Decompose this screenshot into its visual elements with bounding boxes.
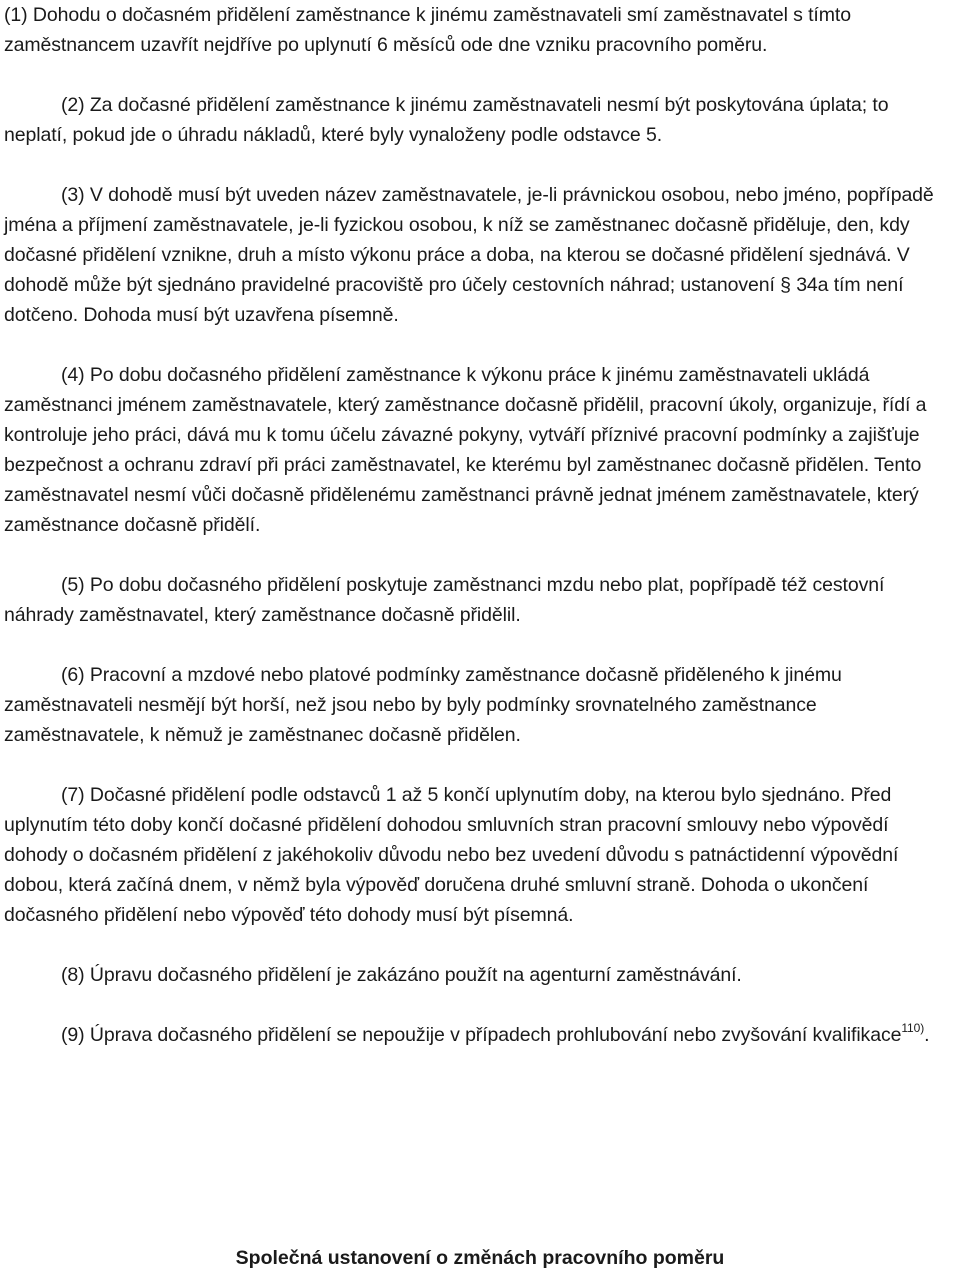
paragraph-2: (2) Za dočasné přidělení zaměstnance k jinému zaměstnavateli nesmí být poskytována úplata; to neplatí, pokud jde o úhradu nákladů, které byly vynaloženy podle odstavce 5.	[4, 94, 889, 146]
section-heading: Společná ustanovení o změnách pracovního poměru	[235, 1247, 725, 1269]
paragraph-1: (1) Dohodu o dočasném přidělení zaměstnance k jinému zaměstnavateli smí zaměstnavatel s tímto zaměstnancem uzavřít nejdříve po uplynutí 6 měsíců ode dne vzniku pracovního poměru.	[4, 4, 851, 56]
paragraph-8: (8) Úpravu dočasného přidělení je zakázáno použít na agenturní zaměstnávání.	[61, 964, 742, 986]
paragraph-3: (3) V dohodě musí být uveden název zaměstnavatele, je-li právnickou osobou, nebo jméno, popřípadě jména a příjmení zaměstnavatele, je-li fyzickou osobou, k níž se zaměstnanec dočasně přiděluje, den, kdy dočasné přidělení vznikne, druh a místo výkonu práce a doba, na kterou se dočasné přidělení sjednává. V dohodě může být sjednáno pravidelné pracoviště pro účely cestovních náhrad; ustanovení § 34a tím není dotčeno. Dohoda musí být uzavřena písemně.	[4, 184, 934, 326]
paragraph-gap	[4, 750, 956, 780]
paragraph-gap	[4, 630, 956, 660]
paragraph-4: (4) Po dobu dočasného přidělení zaměstnance k výkonu práce k jinému zaměstnavateli ukládá zaměstnanci jménem zaměstnavatele, který zaměstnance dočasně přidělil, pracovní úkoly, organizuje, řídí a kontroluje jeho práci, dává mu k tomu účelu závazné pokyny, vytváří příznivé pracovní podmínky a zajišťuje bezpečnost a ochranu zdraví při práci zaměstnavatel, ke kterému byl zaměstnanec dočasně přidělen. Tento zaměstnavatel nesmí vůči dočasně přidělenému zaměstnanci právně jednat jménem zaměstnavatele, který zaměstnance dočasně přidělí.	[4, 364, 927, 536]
footnote-reference[interactable]: 110)	[901, 1020, 925, 1035]
paragraph-9	[4, 1020, 956, 1050]
paragraph-6: (6) Pracovní a mzdové nebo platové podmínky zaměstnance dočasně přiděleného k jinému zaměstnavateli nesmějí být horší, než jsou nebo by byly podmínky srovnatelného zaměstnance zaměstnavatele, k němuž je zaměstnanec dočasně přidělen.	[4, 664, 842, 746]
paragraph-9-tail: .	[924, 1024, 930, 1046]
paragraph-gap	[4, 60, 956, 90]
paragraph-7: (7) Dočasné přidělení podle odstavců 1 až 5 končí uplynutím doby, na kterou bylo sjednáno. Před uplynutím této doby končí dočasné přidělení dohodou smluvních stran pracovní smlouvy nebo výpovědí dohody o dočasném přidělení z jakéhokoliv důvodu nebo bez uvedení důvodu s patnáctidenní výpovědní dobou, která začíná dnem, v němž byla výpověď doručena druhé smluvní straně. Dohoda o ukončení dočasného přidělení nebo výpověď této dohody musí být písemná.	[4, 784, 899, 926]
paragraph-gap	[4, 540, 956, 570]
paragraph-9-text: (9) Úprava dočasného přidělení se nepoužije v případech prohlubování nebo zvyšování kvalifikace	[61, 1024, 902, 1046]
paragraph-gap	[4, 930, 956, 960]
paragraph-5: (5) Po dobu dočasného přidělení poskytuje zaměstnanci mzdu nebo plat, popřípadě též cestovní náhrady zaměstnavatel, který zaměstnance dočasně přidělil.	[4, 574, 885, 626]
paragraph-gap	[4, 150, 956, 180]
document-body	[4, 0, 956, 1050]
paragraph-gap	[4, 330, 956, 360]
paragraph-gap	[4, 990, 956, 1020]
